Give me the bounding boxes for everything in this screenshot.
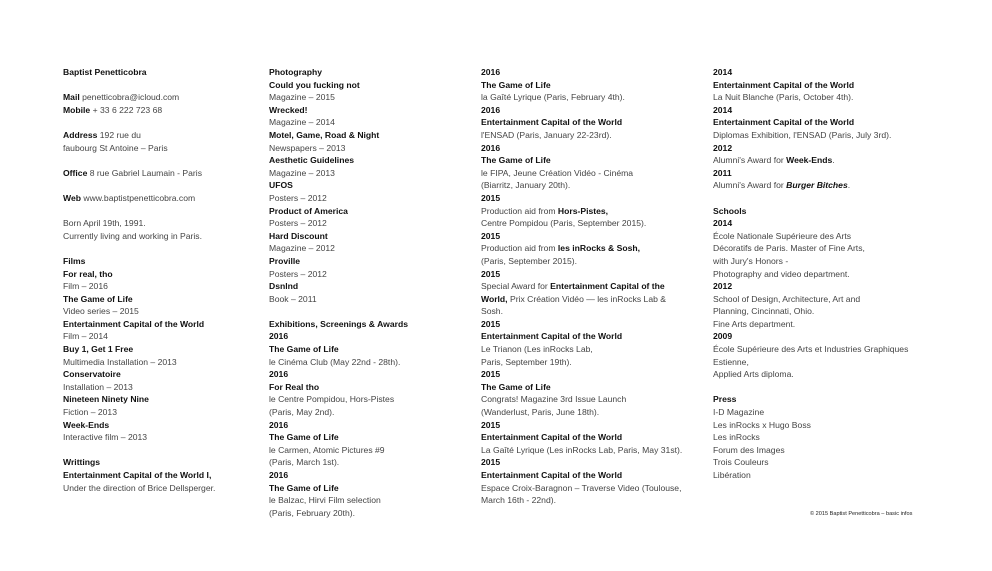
writings-heading: Writtings [63,457,101,468]
film-title: Entertainment Capital of the World [63,318,205,329]
films-list [63,268,253,444]
exhibition-venue [481,205,703,218]
award-venue: La Nuit Blanche (Paris, October 4th). [713,92,854,103]
exhibition-year: 2015 [481,268,501,279]
web-label: Web [63,192,81,203]
film-meta: Interactive film – 2013 [63,432,148,443]
exhibition-year: 2016 [481,67,501,77]
column-contact [63,66,253,494]
photo-title: Hard Discount [269,230,328,241]
film-meta: Fiction – 2013 [63,407,117,418]
photo-title: Aesthetic Guidelines [269,155,355,166]
award-title: Entertainment Capital of the World [713,79,855,90]
exhibition-venue: le Cinéma Club (May 22nd - 28th). [269,356,401,367]
exhibitions-heading: Exhibitions, Screenings & Awards [269,318,408,329]
exhibition-venue: le Carmen, Atomic Pictures #9 [269,444,385,455]
press-list [713,406,943,482]
exhibition-venue: (Paris, February 20th). [269,507,355,518]
photo-title: Could you fucking not [269,79,360,90]
text-bold: les inRocks & Sosh, [557,243,641,254]
press-item: Les inRocks [713,432,760,443]
photo-title: UFOS [269,180,293,191]
exhibition-title: Entertainment Capital of the World [481,432,623,443]
film-title: The Game of Life [63,293,133,304]
school-line: Photography and video department. [713,268,850,279]
film-meta: Multimedia Installation – 2013 [63,356,177,367]
text-prefix: Alumni's Award for [713,180,784,191]
exhibition-venue: (Wanderlust, Paris, June 18th). [481,407,600,418]
copyright-footer: © 2015 Baptist Penetticobra – basic infos [810,511,913,517]
exhibition-year: 2016 [269,419,289,430]
photo-meta: Magazine – 2015 [269,92,335,103]
exhibitions-list [269,330,469,519]
school-line: Estienne, [713,356,749,367]
mobile-label: Mobile [63,104,91,115]
press-item: Trois Couleurs [713,457,769,468]
press-item: Les inRocks x Hugo Boss [713,419,811,430]
film-meta: Film – 2014 [63,331,108,342]
film-title: Week-Ends [63,419,110,430]
photo-title: Proville [269,255,301,266]
column-exhibitions-continued [481,66,703,507]
text-prefix: Production aid from [481,243,556,254]
photo-title: Wrecked! [269,104,308,115]
column-photography [269,66,469,519]
exhibition-venue: (Paris, March 1st). [269,457,340,468]
address-row [63,129,253,142]
photo-meta: Posters – 2012 [269,268,327,279]
photo-title: Motel, Game, Road & Night [269,129,380,140]
exhibition-title: Entertainment Capital of the World [481,331,623,342]
exhibition-venue: (Biarritz, January 20th). [481,180,571,191]
web-link[interactable]: www.baptistpenetticobra.com [83,192,196,203]
mobile-row [63,104,253,117]
award-year: 2011 [713,167,732,178]
exhibition-venue: le Balzac, Hirvi Film selection [269,495,381,506]
bio-line-1: Born April 19th, 1991. [63,218,146,229]
film-title: For real, tho [63,268,113,279]
photo-meta: Magazine – 2013 [269,167,335,178]
text-prefix: Special Award for [481,281,548,292]
office-row [63,167,253,180]
mail-row [63,91,253,104]
school-line: Planning, Cincinnati, Ohio. [713,306,815,317]
mobile-value: + 33 6 222 723 68 [92,104,163,115]
photography-list [269,79,469,306]
mail-label: Mail [63,92,80,103]
office-label: Office [63,167,88,178]
photography-heading: Photography [269,67,322,77]
exhibition-venue: (Paris, September 2015). [481,255,578,266]
exhibition-title: The Game of Life [269,344,339,355]
exhibition-year: 2015 [481,192,501,203]
text-prefix: Production aid from [481,205,556,216]
exhibition-venue: l'ENSAD (Paris, January 22-23rd). [481,129,612,140]
film-title: Conservatoire [63,369,121,380]
text-bold-italic: Burger Bitches [786,180,848,191]
school-line: Décoratifs de Paris. Master of Fine Arts, [713,243,865,254]
press-heading: Press [713,394,737,405]
press-item: I-D Magazine [713,407,765,418]
exhibition-year: 2015 [481,419,501,430]
exhibition-title: Entertainment Capital of the World [481,470,623,480]
award-venue: Diplomas Exhibition, l'ENSAD (Paris, July 3rd). [713,129,892,140]
photo-meta: Book – 2011 [269,293,317,304]
school-line: École Supérieure des Arts et Industries Graphiques [713,344,909,355]
schools-heading: Schools [713,205,747,216]
text-bold: World, [481,293,508,304]
exhibition-venue: le Centre Pompidou, Hors-Pistes [269,394,395,405]
award-title: Entertainment Capital of the World [713,117,855,128]
school-year: 2012 [713,281,733,292]
exhibition-venue: Paris, September 19th). [481,356,572,367]
exhibition-title: The Game of Life [269,432,339,443]
exhibition-title: The Game of Life [481,155,551,166]
exhibition-year: 2016 [269,331,289,342]
photo-meta: Magazine – 2014 [269,117,335,128]
exhibition-title: Entertainment Capital of the World [481,117,623,128]
office-value: 8 rue Gabriel Laumain - Paris [89,167,202,178]
column-awards-schools-press [713,66,943,482]
exhibition-venue: Le Trianon (Les inRocks Lab, [481,344,593,355]
exhibition-title: The Game of Life [481,381,551,392]
award-year: 2014 [713,67,733,77]
text-bold: Week-Ends [786,155,833,166]
school-line: Applied Arts diploma. [713,369,794,380]
photo-title: Dsnlnd [269,281,299,292]
exhibition-year: 2016 [269,470,289,480]
bio-line-2: Currently living and working in Paris. [63,230,202,241]
text-bold: Entertainment Capital of the [550,281,665,292]
school-line: with Jury's Honors - [713,255,789,266]
writing-meta: Under the direction of Brice Dellsperger. [63,482,216,493]
exhibition-year: 2016 [481,104,501,115]
web-row [63,192,253,205]
exhibition-year: 2015 [481,369,501,380]
exhibition-title: The Game of Life [481,79,551,90]
exhibition-venue [481,242,703,255]
text-bold: Hors-Pistes, [557,205,609,216]
exhibition-venue [481,280,703,293]
award-line [713,154,943,167]
press-item: Forum des Images [713,444,785,455]
photo-meta: Magazine – 2012 [269,243,335,254]
address-label: Address [63,129,98,140]
exhibition-venue [481,293,703,306]
film-title: Buy 1, Get 1 Free [63,344,134,355]
exhibition-year: 2015 [481,457,501,468]
film-meta: Film – 2016 [63,281,108,292]
exhibition-venue: Centre Pompidou (Paris, September 2015). [481,218,647,229]
exhibition-venue: (Paris, May 2nd). [269,407,335,418]
address-value-2: faubourg St Antoine – Paris [63,142,168,153]
school-line: École Nationale Supérieure des Arts [713,230,852,241]
exhibition-venue: Sosh. [481,306,503,317]
exhibition-title: For Real tho [269,381,320,392]
films-heading: Films [63,255,86,266]
text-suffix: . [832,155,835,166]
photo-meta: Posters – 2012 [269,192,327,203]
address-value-1: 192 rue du [99,129,141,140]
exhibition-year: 2016 [481,142,501,153]
text-suffix: . [847,180,851,191]
exhibition-venue: le FIPA, Jeune Création Vidéo - Cinéma [481,167,634,178]
exhibition-year: 2015 [481,230,501,241]
writing-title: Entertainment Capital of the World I, [63,470,212,480]
award-year: 2014 [713,104,733,115]
exhibition-year: 2016 [269,369,289,380]
exhibition-venue: La Gaîté Lyrique (Les inRocks Lab, Paris, May 31st). [481,444,683,455]
award-line [713,179,943,192]
exhibition-year: 2015 [481,318,501,329]
film-title: Nineteen Ninety Nine [63,394,149,405]
photo-title: Product of America [269,205,348,216]
film-meta: Video series – 2015 [63,306,139,317]
exhibition-venue: March 16th - 22nd). [481,495,556,506]
mail-link[interactable]: penetticobra@icloud.com [82,92,180,103]
exhibition-venue: la Gaîté Lyrique (Paris, February 4th). [481,92,625,103]
school-line: School of Design, Architecture, Art and [713,293,861,304]
school-year: 2014 [713,218,733,229]
film-meta: Installation – 2013 [63,381,133,392]
author-name: Baptist Penetticobra [63,67,147,77]
photo-meta: Newspapers – 2013 [269,142,346,153]
exhibition-venue: Espace Croix-Baragnon – Traverse Video (Toulouse, [481,482,682,493]
press-item: Libération [713,470,751,480]
exhibition-title: The Game of Life [269,482,339,493]
school-line: Fine Arts department. [713,318,796,329]
text-prefix: Alumni's Award for [713,155,784,166]
photo-meta: Posters – 2012 [269,218,327,229]
exhibition-venue: Congrats! Magazine 3rd Issue Launch [481,394,627,405]
school-year: 2009 [713,331,733,342]
award-year: 2012 [713,142,733,153]
text-suffix: Prix Création Vidéo — les inRocks Lab & [509,293,667,304]
